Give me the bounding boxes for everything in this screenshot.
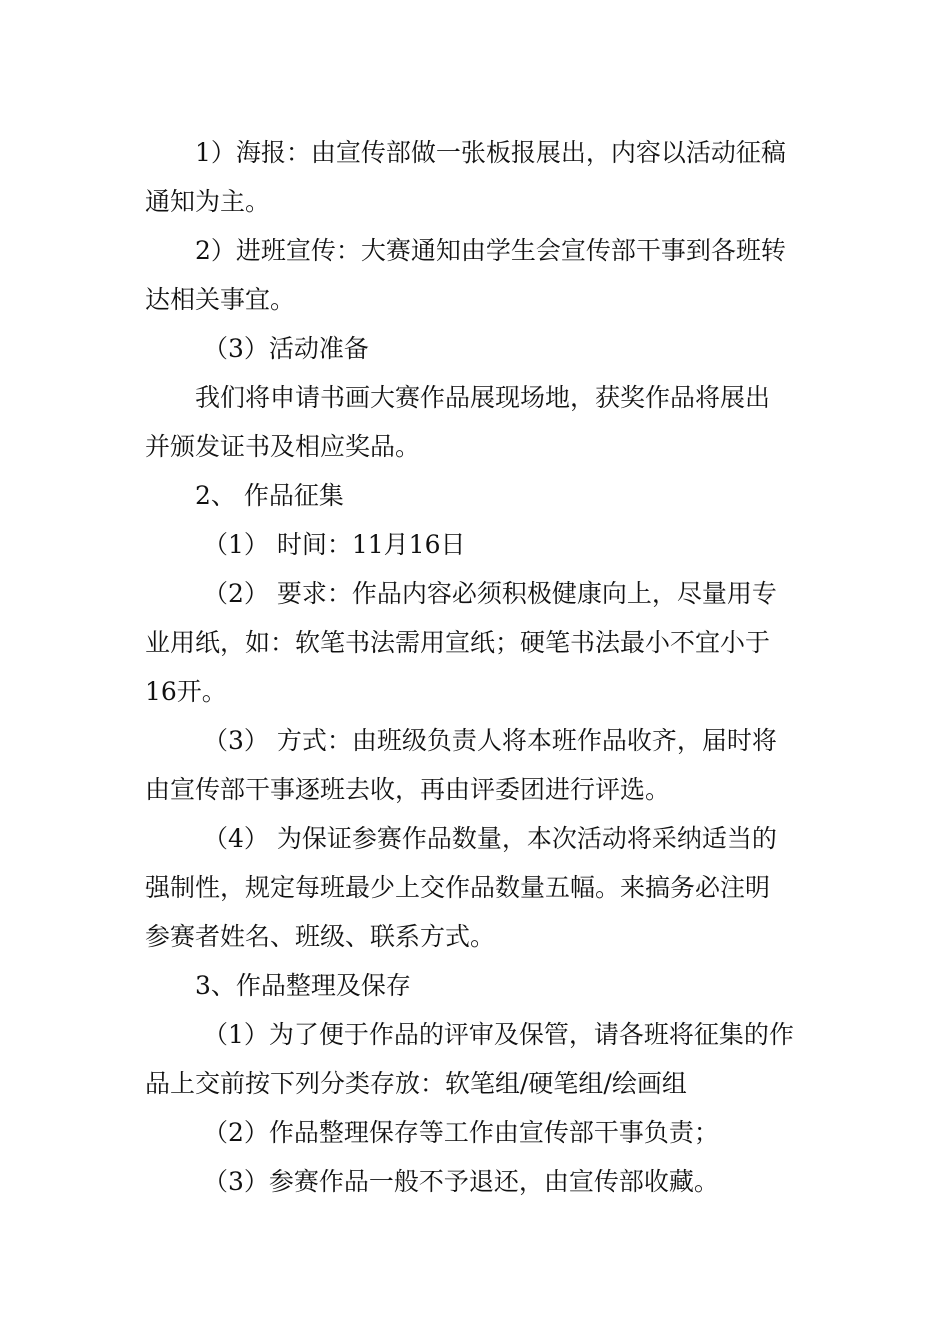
document-page — [145, 128, 807, 1206]
paragraph-organize-heading — [145, 961, 807, 1010]
paragraph-time — [145, 520, 807, 569]
paragraph-no-return — [145, 1157, 807, 1206]
text-line: 2、 作品征集 — [195, 481, 344, 510]
text-line: 由宣传部干事逐班去收，再由评委团进行评选。 — [145, 775, 671, 804]
text-line: （1） 时间：11月16日 — [203, 530, 466, 559]
text-line: （3） 方式：由班级负责人将本班作品收齐，届时将 — [203, 726, 777, 755]
text-line: 并颁发证书及相应奖品。 — [145, 432, 421, 461]
text-line: 业用纸，如：软笔书法需用宣纸；硬笔书法最小不宜小于 — [145, 628, 771, 657]
text-line: （3）参赛作品一般不予退还，由宣传部收藏。 — [203, 1167, 719, 1196]
text-line: （1）为了便于作品的评审及保管，请各班将征集的作 — [203, 1020, 794, 1049]
text-line: 强制性，规定每班最少上交作品数量五幅。来搞务必注明 — [145, 873, 771, 902]
text-line: 16开。 — [145, 677, 227, 706]
paragraph-poster — [145, 128, 807, 226]
paragraph-classification — [145, 1010, 807, 1108]
paragraph-method — [145, 716, 807, 814]
text-line: 1）海报：由宣传部做一张板报展出，内容以活动征稿 — [195, 138, 786, 167]
text-line: 通知为主。 — [145, 187, 271, 216]
paragraph-class-promotion — [145, 226, 807, 324]
text-line: （3）活动准备 — [203, 334, 369, 363]
paragraph-venue — [145, 373, 807, 471]
text-line: 品上交前按下列分类存放：软笔组/硬笔组/绘画组 — [145, 1069, 687, 1098]
text-line: 我们将申请书画大赛作品展现场地，获奖作品将展出 — [195, 383, 771, 412]
paragraph-requirements — [145, 569, 807, 716]
paragraph-collection-heading — [145, 471, 807, 520]
paragraph-quantity — [145, 814, 807, 961]
text-line: （4） 为保证参赛作品数量，本次活动将采纳适当的 — [203, 824, 777, 853]
text-line: 3、作品整理及保存 — [195, 971, 411, 1000]
text-line: 达相关事宜。 — [145, 285, 296, 314]
text-line: 2）进班宣传：大赛通知由学生会宣传部干事到各班转 — [195, 236, 786, 265]
paragraph-activity-prep-heading — [145, 324, 807, 373]
text-line: 参赛者姓名、班级、联系方式。 — [145, 922, 496, 951]
text-line: （2） 要求：作品内容必须积极健康向上，尽量用专 — [203, 579, 777, 608]
paragraph-responsibility — [145, 1108, 807, 1157]
text-line: （2）作品整理保存等工作由宣传部干事负责； — [203, 1118, 719, 1147]
